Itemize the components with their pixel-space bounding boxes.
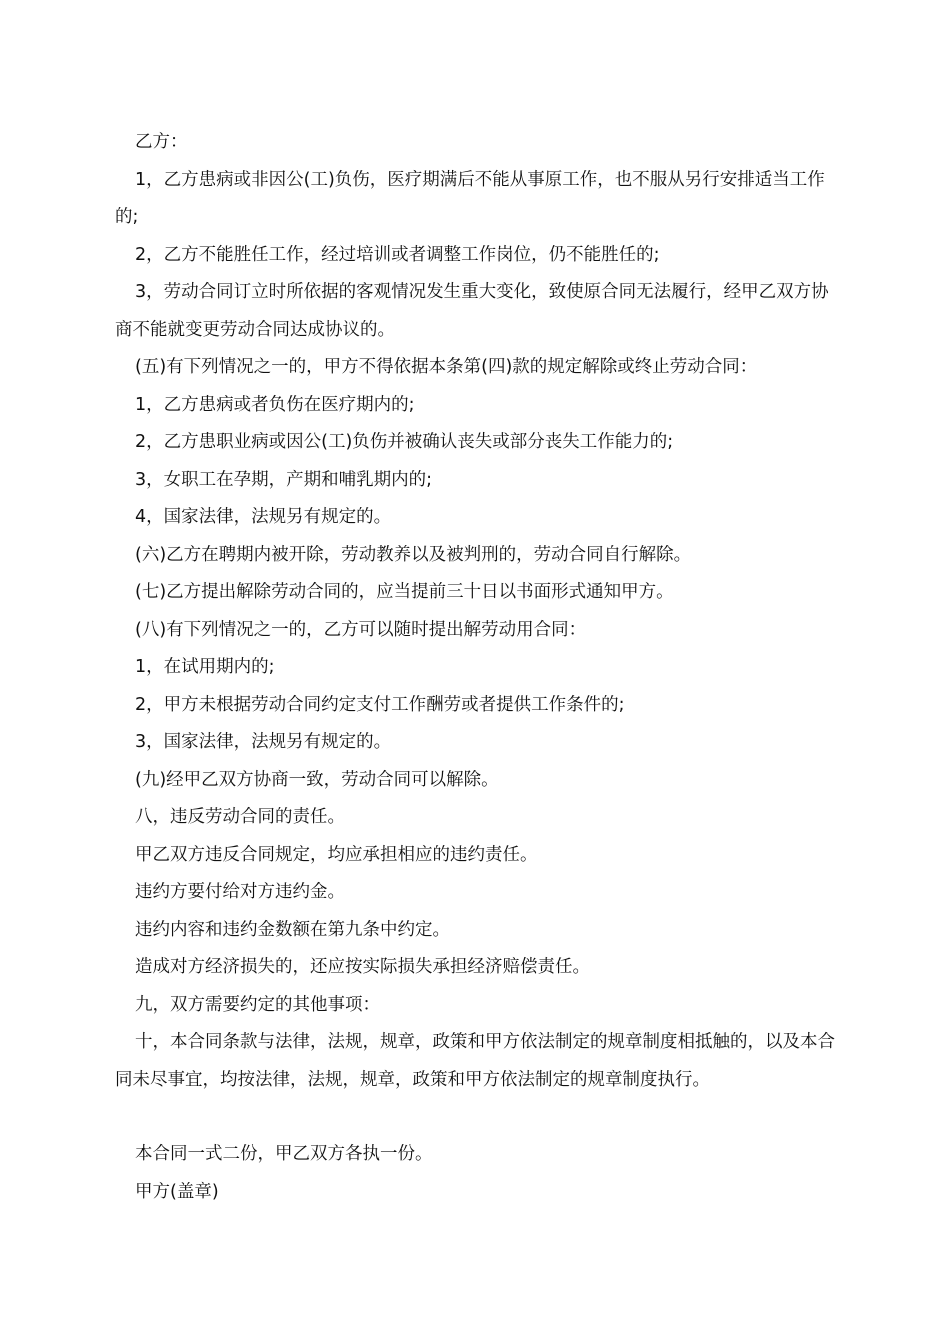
paragraph-item: 1，在试用期内的;: [135, 657, 275, 677]
section-heading-9: 九，双方需要约定的其他事项：: [135, 994, 380, 1015]
paragraph-item: 1，乙方患病或者负伤在医疗期内的;: [135, 394, 415, 415]
paragraph-clause-7: (七)乙方提出解除劳动合同的，应当提前三十日以书面形式通知甲方。: [135, 582, 674, 602]
paragraph-item: 3，女职工在孕期，产期和哺乳期内的;: [135, 469, 433, 490]
paragraph-clause-9: (九)经甲乙双方协商一致，劳动合同可以解除。: [135, 769, 499, 790]
paragraph-clause-8: (八)有下列情况之一的，乙方可以随时提出解劳动用合同：: [135, 619, 587, 640]
paragraph-clause-6: (六)乙方在聘期内被开除，劳动教养以及被判刑的，劳动合同自行解除。: [135, 544, 692, 565]
section-heading-8: 八，违反劳动合同的责任。: [135, 807, 345, 827]
paragraph-item: 2，乙方不能胜任工作，经过培训或者调整工作岗位，仍不能胜任的;: [135, 244, 660, 265]
paragraph-clause-5: (五)有下列情况之一的，甲方不得依据本条第(四)款的规定解除或终止劳动合同：: [135, 357, 758, 377]
paragraph-item: 2，乙方患职业病或因公(工)负伤并被确认丧失或部分丧失工作能力的;: [135, 432, 674, 452]
paragraph-item: 1，乙方患病或非因公(工)负伤，医疗期满后不能从事原工作，也不服从另行安排适当工作的;: [115, 169, 825, 227]
paragraph-item: 3，劳动合同订立时所依据的客观情况发生重大变化，致使原合同无法履行，经甲乙双方协商不能就变更劳动合同达成协议的。: [115, 282, 829, 340]
document-body: [115, 124, 840, 1211]
section-heading-10: 十，本合同条款与法律，法规，规章，政策和甲方依法制定的规章制度相抵触的，以及本合同未尽事宜，均按法律，法规，规章，政策和甲方依法制定的规章制度执行。: [115, 1032, 835, 1090]
paragraph-item: 3，国家法律，法规另有规定的。: [135, 732, 392, 752]
paragraph-liability: 违约方要付给对方违约金。: [135, 882, 345, 902]
paragraph-item: 2，甲方未根据劳动合同约定支付工作酬劳或者提供工作条件的;: [135, 694, 625, 715]
paragraph-item: 4，国家法律，法规另有规定的。: [135, 507, 392, 527]
paragraph-liability: 甲乙双方违反合同规定，均应承担相应的违约责任。: [135, 844, 538, 865]
paragraph-liability: 违约内容和违约金数额在第九条中约定。: [135, 919, 450, 940]
paragraph-liability: 造成对方经济损失的，还应按实际损失承担经济赔偿责任。: [135, 957, 590, 977]
paragraph-copies: 本合同一式二份，甲乙双方各执一份。: [135, 1144, 433, 1164]
paragraph-party-b: 乙方：: [135, 132, 188, 152]
signature-party-a: 甲方(盖章): [135, 1181, 219, 1202]
